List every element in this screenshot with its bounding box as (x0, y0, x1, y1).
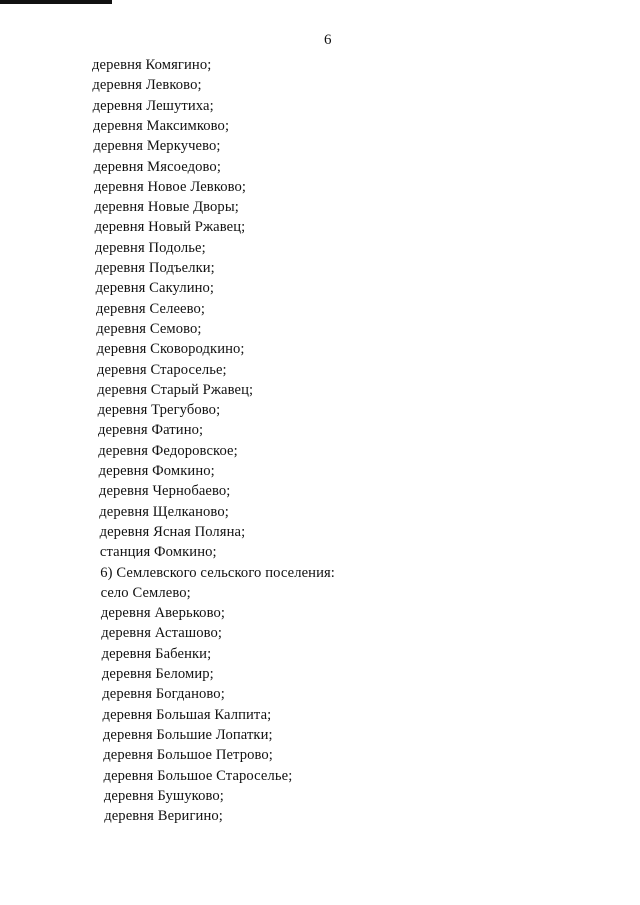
list-line: деревня Федоровское; (98, 442, 238, 459)
list-line: деревня Новые Дворы; (94, 199, 239, 216)
list-line: деревня Асташово; (101, 625, 223, 642)
list-line: деревня Бушуково; (103, 787, 224, 804)
list-line: деревня Щелканово; (99, 503, 229, 520)
list-line: деревня Большие Лопатки; (102, 726, 273, 743)
list-line: село Семлево; (100, 584, 191, 601)
list-line: деревня Трегубово; (97, 402, 221, 419)
list-line: деревня Лешутиха; (92, 97, 214, 114)
list-line: деревня Старый Ржавец; (97, 381, 254, 398)
list-line: деревня Чернобаево; (98, 483, 231, 500)
list-line: деревня Левково; (92, 77, 202, 94)
list-line: деревня Семово; (96, 320, 202, 337)
list-line: станция Фомкино; (99, 544, 217, 561)
list-line: деревня Аверьково; (100, 605, 226, 622)
list-line: деревня Новый Ржавец; (94, 219, 246, 236)
list-line: деревня Бабенки; (101, 645, 212, 662)
section-heading: 6) Семлевского сельского поселения: (100, 564, 335, 581)
list-line: деревня Новое Левково; (93, 178, 247, 195)
list-line: деревня Селеево; (95, 300, 206, 317)
list-line: деревня Беломир; (101, 666, 214, 682)
scan-edge-mark (0, 0, 112, 4)
list-line: деревня Сакулино; (95, 280, 215, 297)
list-line: деревня Большое Петрово; (103, 747, 273, 764)
list-line: деревня Староселье; (96, 361, 227, 378)
list-line: деревня Фатино; (97, 422, 204, 439)
page-number: 6 (324, 32, 332, 48)
list-line: деревня Богданово; (102, 686, 225, 703)
list-line: деревня Большая Калпита; (102, 706, 272, 723)
list-line: деревня Ясная Поляна; (99, 523, 246, 540)
list-line: деревня Комягино; (92, 57, 212, 73)
list-line: деревня Подъелки; (95, 260, 215, 276)
list-line: деревня Меркучево; (93, 138, 221, 155)
list-line: деревня Веригино; (104, 808, 223, 825)
list-line: деревня Фомкино; (98, 463, 215, 479)
list-line: деревня Большое Староселье; (103, 767, 293, 784)
list-line: деревня Максимково; (92, 117, 230, 134)
list-line: деревня Подолье; (94, 239, 206, 256)
list-line: деревня Сковородкино; (96, 341, 245, 358)
list-line: деревня Мясоедово; (93, 158, 221, 175)
